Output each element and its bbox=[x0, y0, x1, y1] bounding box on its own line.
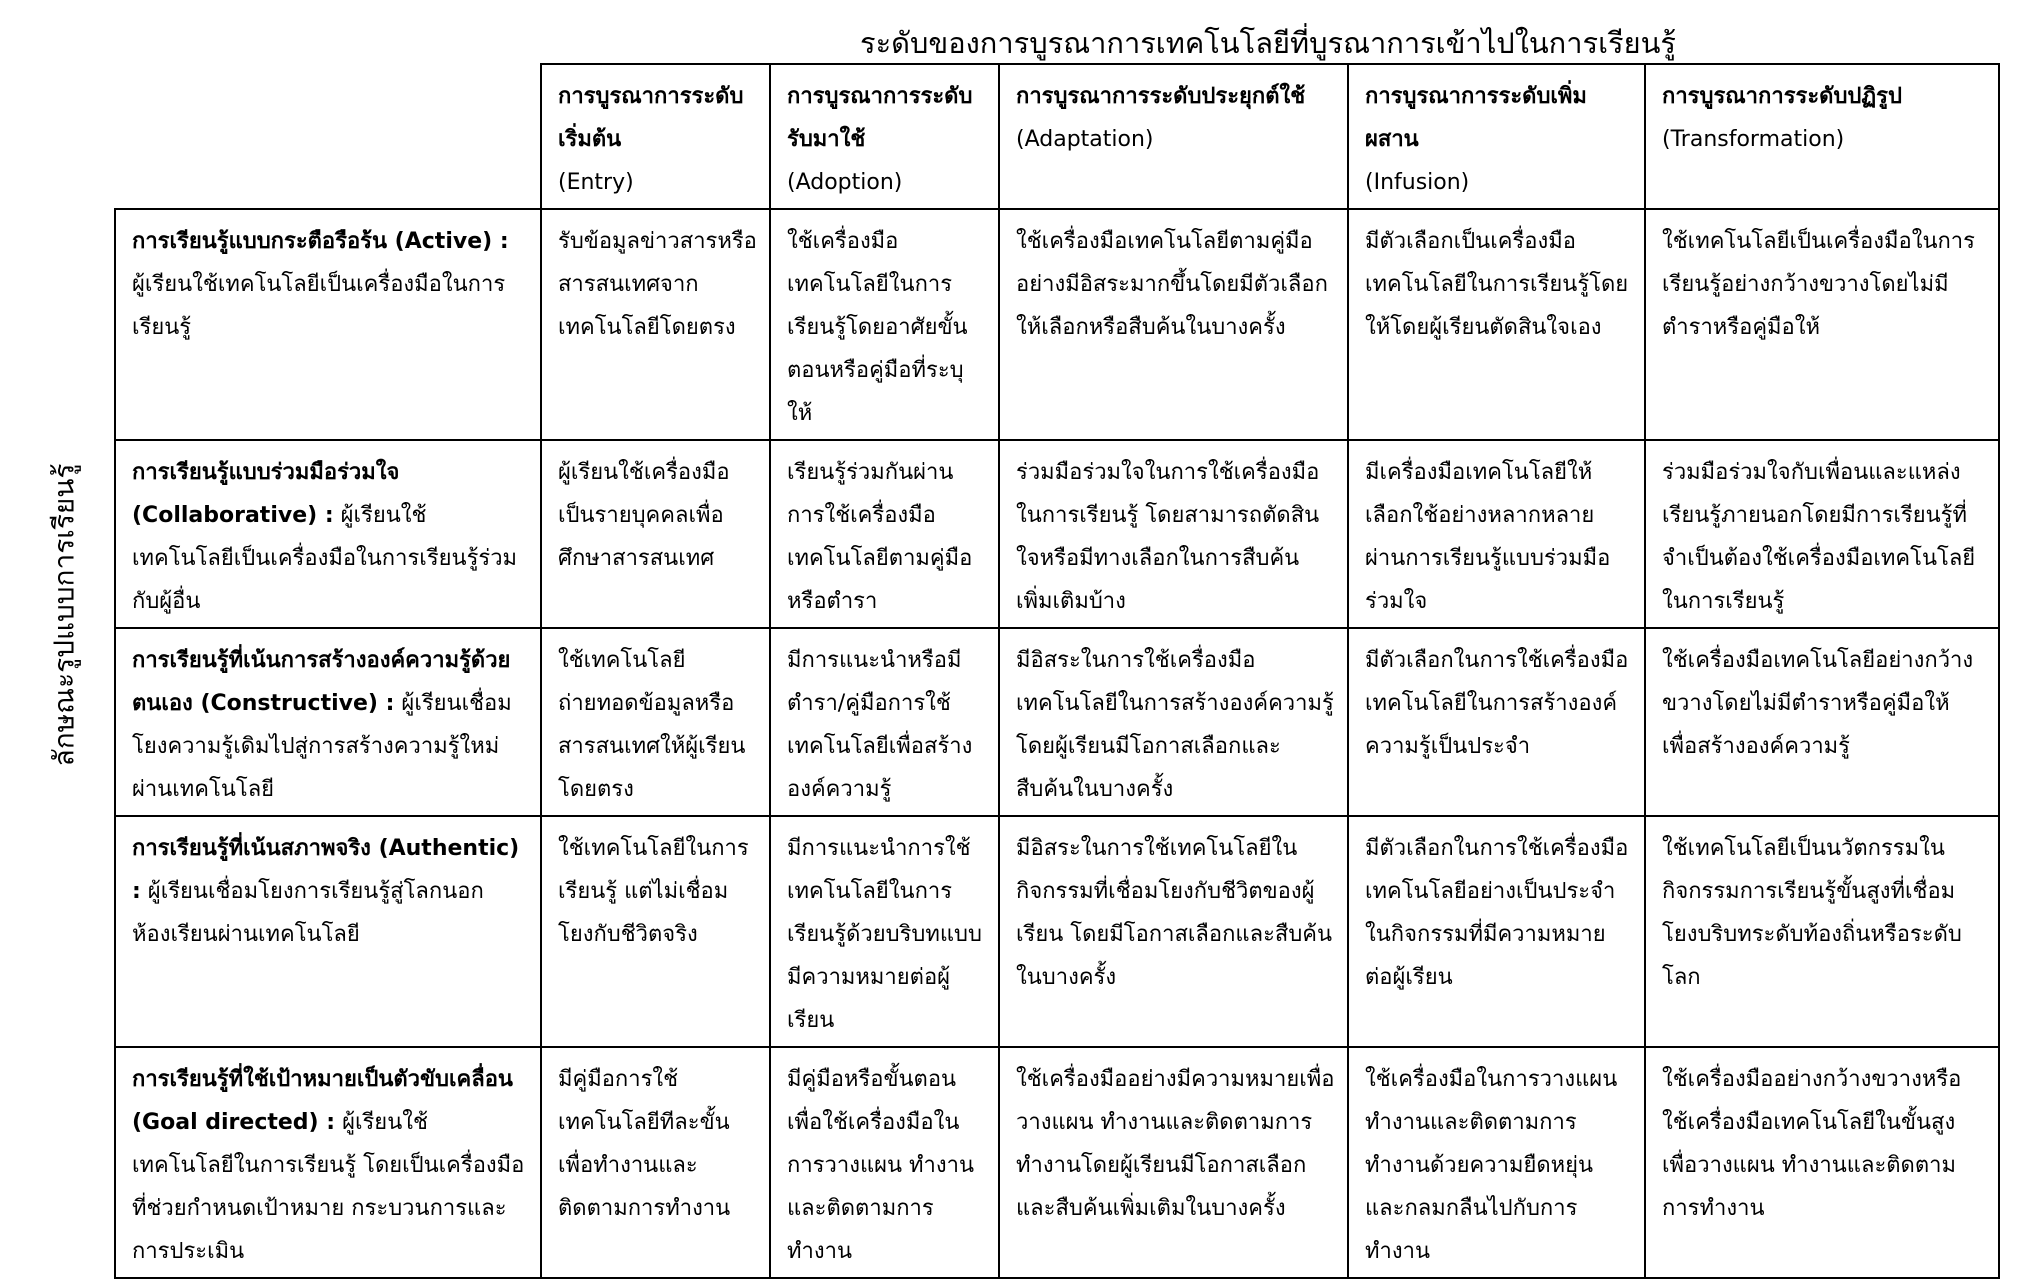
cell-text: ใช้เทคโนโลยีเป็นเครื่องมือในการเรียนรู้อย่างกว้างขวางโดยไม่มีตำราหรือคู่มือให้ bbox=[1662, 229, 1975, 340]
cell-text: เรียนรู้ร่วมกันผ่านการใช้เครื่องมือเทคโนโลยีตามคู่มือหรือตำรา bbox=[787, 460, 973, 614]
learning-style-desc: ผู้เรียนใช้เทคโนโลยีเป็นเครื่องมือในการเรียนรู้ร่วมกับผู้อื่น bbox=[132, 503, 518, 614]
table-row-collaborative bbox=[115, 440, 1999, 628]
side-label bbox=[24, 435, 104, 795]
cell-text: มีการแนะนำหรือมีตำรา/คู่มือการใช้เทคโนโลยีเพื่อสร้างองค์ความรู้ bbox=[787, 648, 973, 802]
cell-text: ใช้เครื่องมืออย่างมีความหมายเพื่อวางแผน ทำงานและติดตามการทำงานโดยผู้เรียนมีโอกาสเลือกและสืบค้นเพิ่มเติมในบางครั้ง bbox=[1016, 1067, 1335, 1221]
table-cell bbox=[770, 628, 999, 816]
table-cell bbox=[1348, 816, 1645, 1047]
table-cell bbox=[999, 816, 1348, 1047]
learning-style-cell bbox=[115, 1047, 541, 1278]
table-cell bbox=[770, 816, 999, 1047]
cell-text: ใช้เครื่องมือในการวางแผนทำงานและติดตามการทำงานด้วยความยืดหยุ่นและกลมกลืนไปกับการทำงาน bbox=[1365, 1067, 1618, 1264]
learning-style-name: การเรียนรู้ที่เน้นการสร้างองค์ความรู้ด้วยตนเอง (Constructive) : bbox=[132, 648, 511, 716]
level-name: การบูรณาการระดับเพิ่มผสาน bbox=[1365, 84, 1587, 152]
learning-style-desc: ผู้เรียนใช้เทคโนโลยีเป็นเครื่องมือในการเรียนรู้ bbox=[132, 272, 506, 340]
cell-text: ใช้เครื่องมือเทคโนโลยีตามคู่มืออย่างมีอิสระมากขึ้นโดยมีตัวเลือกให้เลือกหรือสืบค้นในบางครั้ง bbox=[1016, 229, 1328, 340]
learning-style-desc: ผู้เรียนเชื่อมโยงความรู้เดิมไปสู่การสร้างความรู้ใหม่ผ่านเทคโนโลยี bbox=[132, 691, 512, 802]
level-header-adoption bbox=[770, 64, 999, 209]
learning-style-desc: ผู้เรียนใช้เทคโนโลยีในการเรียนรู้ โดยเป็นเครื่องมือที่ช่วยกำหนดเป้าหมาย กระบวนการและการประเมิน bbox=[132, 1110, 525, 1264]
learning-style-cell bbox=[115, 209, 541, 440]
table-cell bbox=[541, 628, 770, 816]
table-cell bbox=[1645, 440, 1999, 628]
level-header-entry bbox=[541, 64, 770, 209]
cell-text: ร่วมมือร่วมใจในการใช้เครื่องมือในการเรียนรู้ โดยสามารถตัดสินใจหรือมีทางเลือกในการสืบค้นเพิ่มเติมบ้าง bbox=[1016, 460, 1320, 614]
level-name: การบูรณาการระดับปฏิรูป bbox=[1662, 84, 1902, 109]
table-row-authentic bbox=[115, 816, 1999, 1047]
cell-text: ร่วมมือร่วมใจกับเพื่อนและแหล่งเรียนรู้ภายนอกโดยมีการเรียนรู้ที่จำเป็นต้องใช้เครื่องมือเทคโนโลยีในการเรียนรู้ bbox=[1662, 460, 1976, 614]
table-cell bbox=[770, 1047, 999, 1278]
table-cell bbox=[999, 1047, 1348, 1278]
table-cell bbox=[541, 440, 770, 628]
table-cell bbox=[999, 440, 1348, 628]
learning-style-cell bbox=[115, 816, 541, 1047]
cell-text: มีอิสระในการใช้เทคโนโลยีในกิจกรรมที่เชื่อมโยงกับชีวิตของผู้เรียน โดยมีโอกาสเลือกและสืบค้นในบางครั้ง bbox=[1016, 836, 1333, 990]
level-name: การบูรณาการระดับรับมาใช้ bbox=[787, 84, 973, 152]
cell-text: ผู้เรียนใช้เครื่องมือเป็นรายบุคคลเพื่อศึกษาสารสนเทศ bbox=[558, 460, 730, 571]
table-cell bbox=[770, 209, 999, 440]
level-en: (Adaptation) bbox=[1016, 127, 1154, 152]
integration-matrix-table bbox=[114, 63, 2000, 1279]
level-en: (Infusion) bbox=[1365, 170, 1470, 195]
learning-style-desc: ผู้เรียนเชื่อมโยงการเรียนรู้สู่โลกนอกห้องเรียนผ่านเทคโนโลยี bbox=[132, 879, 484, 947]
table-cell bbox=[1645, 1047, 1999, 1278]
table-row-active bbox=[115, 209, 1999, 440]
level-name: การบูรณาการระดับประยุกต์ใช้ bbox=[1016, 84, 1306, 109]
table-row-constructive bbox=[115, 628, 1999, 816]
cell-text: รับข้อมูลข่าวสารหรือสารสนเทศจากเทคโนโลยีโดยตรง bbox=[558, 229, 757, 340]
table-cell bbox=[1645, 816, 1999, 1047]
table-cell bbox=[1348, 209, 1645, 440]
cell-text: มีคู่มือหรือขั้นตอนเพื่อใช้เครื่องมือในการวางแผน ทำงานและติดตามการทำงาน bbox=[787, 1067, 975, 1264]
side-label-text: ลักษณะรูปแบบการเรียนรู้ bbox=[47, 463, 80, 767]
table-cell bbox=[1348, 628, 1645, 816]
level-en: (Adoption) bbox=[787, 170, 903, 195]
level-en: (Transformation) bbox=[1662, 127, 1845, 152]
header-row bbox=[115, 64, 1999, 209]
table-cell bbox=[1348, 1047, 1645, 1278]
cell-text: มีตัวเลือกในการใช้เครื่องมือเทคโนโลยีอย่างเป็นประจำในกิจกรรมที่มีความหมายต่อผู้เรียน bbox=[1365, 836, 1629, 990]
table-cell bbox=[541, 1047, 770, 1278]
cell-text: มีเครื่องมือเทคโนโลยีให้เลือกใช้อย่างหลากหลายผ่านการเรียนรู้แบบร่วมมือร่วมใจ bbox=[1365, 460, 1611, 614]
table-cell bbox=[1348, 440, 1645, 628]
cell-text: มีอิสระในการใช้เครื่องมือเทคโนโลยีในการสร้างองค์ความรู้ โดยผู้เรียนมีโอกาสเลือกและสืบค้นในบางครั้ง bbox=[1016, 648, 1334, 802]
cell-text: ใช้เครื่องมือเทคโนโลยีอย่างกว้างขวางโดยไม่มีตำราหรือคู่มือให้ เพื่อสร้างองค์ความรู้ bbox=[1662, 648, 1974, 759]
level-en: (Entry) bbox=[558, 170, 634, 195]
learning-style-cell bbox=[115, 440, 541, 628]
table-cell bbox=[1645, 628, 1999, 816]
table-cell bbox=[999, 209, 1348, 440]
cell-text: ใช้เทคโนโลยีเป็นนวัตกรรมในกิจกรรมการเรียนรู้ขั้นสูงที่เชื่อมโยงบริบทระดับท้องถิ่นหรือระดับโลก bbox=[1662, 836, 1962, 990]
table-cell bbox=[770, 440, 999, 628]
cell-text: มีตัวเลือกในการใช้เครื่องมือเทคโนโลยีในการสร้างองค์ความรู้เป็นประจำ bbox=[1365, 648, 1629, 759]
cell-text: ใช้เทคโนโลยีถ่ายทอดข้อมูลหรือสารสนเทศให้ผู้เรียนโดยตรง bbox=[558, 648, 746, 802]
corner-cell bbox=[115, 64, 541, 209]
cell-text: ใช้เครื่องมืออย่างกว้างขวางหรือใช้เครื่องมือเทคโนโลยีในขั้นสูงเพื่อวางแผน ทำงานและติดตามการทำงาน bbox=[1662, 1067, 1962, 1221]
learning-style-name: การเรียนรู้ที่ใช้เป้าหมายเป็นตัวขับเคลื่อน (Goal directed) : bbox=[132, 1067, 513, 1135]
level-header-infusion bbox=[1348, 64, 1645, 209]
cell-text: มีการแนะนำการใช้เทคโนโลยีในการเรียนรู้ด้วยบริบทแบบมีความหมายต่อผู้เรียน bbox=[787, 836, 982, 1033]
table-top-heading: ระดับของการบูรณาการเทคโนโลยีที่บูรณาการเข้าไปในการเรียนรู้ bbox=[860, 26, 1676, 60]
learning-style-name: การเรียนรู้ที่เน้นสภาพจริง (Authentic) : bbox=[132, 836, 520, 904]
table-cell bbox=[999, 628, 1348, 816]
table-cell bbox=[541, 209, 770, 440]
learning-style-cell bbox=[115, 628, 541, 816]
table-row-goal-directed bbox=[115, 1047, 1999, 1278]
level-header-transformation bbox=[1645, 64, 1999, 209]
cell-text: ใช้เทคโนโลยีในการเรียนรู้ แต่ไม่เชื่อมโยงกับชีวิตจริง bbox=[558, 836, 749, 947]
level-header-adaptation bbox=[999, 64, 1348, 209]
learning-style-name: การเรียนรู้แบบร่วมมือร่วมใจ (Collaborative) : bbox=[132, 460, 400, 528]
learning-style-name: การเรียนรู้แบบกระตือรือร้น (Active) : bbox=[132, 229, 509, 254]
cell-text: ใช้เครื่องมือเทคโนโลยีในการเรียนรู้โดยอาศัยขั้นตอนหรือคู่มือที่ระบุให้ bbox=[787, 229, 968, 426]
table-cell bbox=[541, 816, 770, 1047]
cell-text: มีตัวเลือกเป็นเครื่องมือเทคโนโลยีในการเรียนรู้โดยให้โดยผู้เรียนตัดสินใจเอง bbox=[1365, 229, 1629, 340]
level-name: การบูรณาการระดับเริ่มต้น bbox=[558, 84, 744, 152]
cell-text: มีคู่มือการใช้เทคโนโลยีทีละขั้นเพื่อทำงานและติดตามการทำงาน bbox=[558, 1067, 731, 1221]
table-cell bbox=[1645, 209, 1999, 440]
